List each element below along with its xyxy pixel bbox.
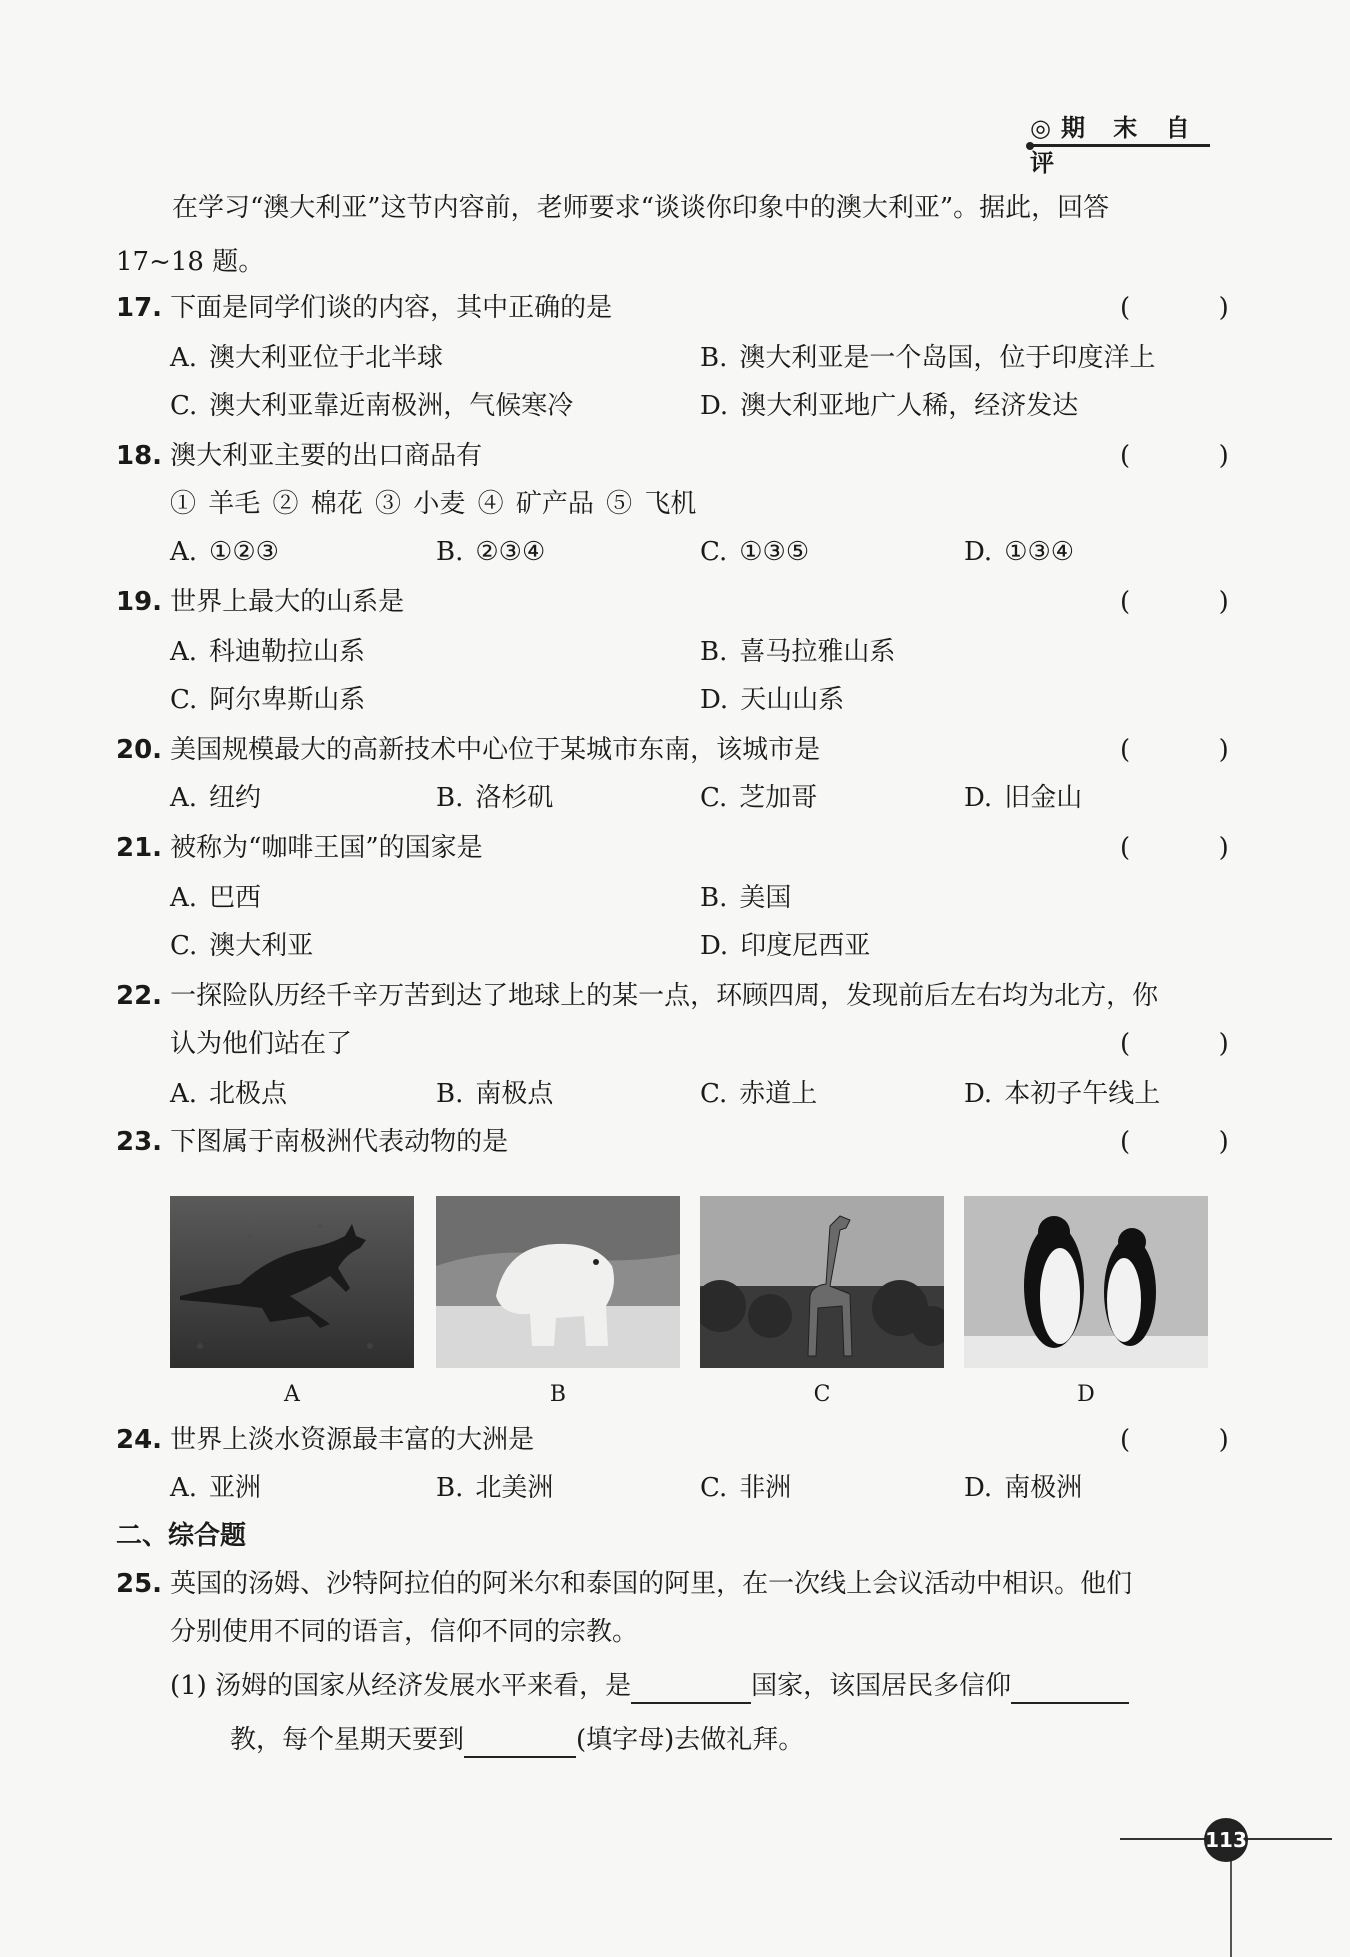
question-21 [116, 830, 483, 866]
q21-option-b[interactable]: B. 美国 [700, 883, 792, 913]
q19-option-c[interactable]: C. 阿尔卑斯山系 [170, 685, 366, 715]
answer-blank-2[interactable] [1011, 1672, 1129, 1704]
page-number-vertical-rule [1230, 1850, 1232, 1957]
question-text: 澳大利亚主要的出口商品有 [170, 441, 483, 471]
question-text: 下面是同学们谈的内容，其中正确的是 [170, 293, 613, 323]
q19-option-b[interactable]: B. 喜马拉雅山系 [700, 637, 896, 667]
question-number: 23. [116, 1127, 163, 1157]
answer-paren: ( ) [1120, 441, 1229, 471]
q20-option-c[interactable]: C. 芝加哥 [700, 783, 818, 813]
q22-option-c[interactable]: C. 赤道上 [700, 1079, 818, 1109]
q20-option-d[interactable]: D. 旧金山 [964, 783, 1083, 813]
page-header [1030, 104, 1210, 177]
q20-option-b[interactable]: B. 洛杉矶 [436, 783, 554, 813]
q18-option-b[interactable]: B. ②③④ [436, 537, 546, 567]
question-number: 24. [116, 1425, 163, 1455]
q20-option-a[interactable]: A. 纽约 [170, 783, 262, 813]
question-text: 下图属于南极洲代表动物的是 [170, 1127, 509, 1157]
question-19 [116, 584, 404, 620]
q22-option-a[interactable]: A. 北极点 [170, 1079, 288, 1109]
page-number: 113 [1204, 1818, 1248, 1862]
question-17 [116, 290, 612, 326]
question-text: 世界上淡水资源最丰富的大洲是 [170, 1425, 535, 1455]
question-text: 一探险队历经千辛万苦到达了地球上的某一点，环顾四周，发现前后左右均为北方，你 [170, 981, 1159, 1011]
answer-paren: ( ) [1120, 1029, 1229, 1059]
q19-option-d[interactable]: D. 天山山系 [700, 685, 845, 715]
header-dot-icon [1026, 142, 1034, 150]
photo-label-c: C [813, 1382, 831, 1407]
header-title: ◎期 末 自 评 [1030, 114, 1200, 177]
question-24 [116, 1422, 534, 1458]
question-number: 22. [116, 981, 163, 1011]
q17-option-d[interactable]: D. 澳大利亚地广人稀，经济发达 [700, 391, 1079, 421]
photo-label-d: D [1077, 1382, 1095, 1407]
answer-paren: ( ) [1120, 293, 1229, 323]
answer-paren: ( ) [1120, 587, 1229, 617]
q18-items: ① 羊毛 ② 棉花 ③ 小麦 ④ 矿产品 ⑤ 飞机 [170, 489, 697, 519]
question-text: 世界上最大的山系是 [170, 587, 405, 617]
photo-label-b: B [549, 1382, 567, 1407]
answer-paren: ( ) [1120, 833, 1229, 863]
q18-option-d[interactable]: D. ①③④ [964, 537, 1075, 567]
question-25-sub1-line-1: (1) 汤姆的国家从经济发展水平来看，是 国家，该国居民多信仰 [170, 1668, 1129, 1704]
question-number: 18. [116, 441, 163, 471]
intro-line-1: 在学习“澳大利亚”这节内容前，老师要求“谈谈你印象中的澳大利亚”。据此，回答 [172, 193, 1110, 223]
q18-option-c[interactable]: C. ①③⑤ [700, 537, 810, 567]
question-number: 20. [116, 735, 163, 765]
photo-b-polar-bear-image[interactable] [436, 1196, 680, 1368]
question-number: 17. [116, 293, 163, 323]
q22-option-d[interactable]: D. 本初子午线上 [964, 1079, 1161, 1109]
question-20 [116, 732, 820, 768]
question-text: 被称为“咖啡王国”的国家是 [170, 833, 483, 863]
question-text: 美国规模最大的高新技术中心位于某城市东南，该城市是 [170, 735, 821, 765]
question-22 [116, 978, 1158, 1014]
photo-d-penguins-image[interactable] [964, 1196, 1208, 1368]
question-number: 19. [116, 587, 163, 617]
question-25-sub1-line-2: 教，每个星期天要到 (填字母)去做礼拜。 [230, 1722, 804, 1758]
q24-option-b[interactable]: B. 北美洲 [436, 1473, 554, 1503]
q17-option-b[interactable]: B. 澳大利亚是一个岛国，位于印度洋上 [700, 343, 1156, 373]
photo-c-giraffe-image[interactable] [700, 1196, 944, 1368]
q21-option-d[interactable]: D. 印度尼西亚 [700, 931, 871, 961]
q24-option-c[interactable]: C. 非洲 [700, 1473, 792, 1503]
photo-label-a: A [284, 1382, 300, 1407]
section-heading: 二、综合题 [116, 1521, 247, 1551]
answer-blank-1[interactable] [631, 1672, 751, 1704]
intro-line-2: 17~18 题。 [116, 247, 265, 277]
answer-paren: ( ) [1120, 1127, 1229, 1157]
answer-paren: ( ) [1120, 735, 1229, 765]
answer-paren: ( ) [1120, 1425, 1229, 1455]
question-18 [116, 438, 482, 474]
q17-option-a[interactable]: A. 澳大利亚位于北半球 [170, 343, 444, 373]
q21-option-a[interactable]: A. 巴西 [170, 883, 262, 913]
q19-option-a[interactable]: A. 科迪勒拉山系 [170, 637, 366, 667]
q24-option-d[interactable]: D. 南极洲 [964, 1473, 1083, 1503]
question-25 [116, 1566, 1132, 1602]
q24-option-a[interactable]: A. 亚洲 [170, 1473, 262, 1503]
q18-option-a[interactable]: A. ①②③ [170, 537, 279, 567]
q22-option-b[interactable]: B. 南极点 [436, 1079, 554, 1109]
question-number: 25. [116, 1569, 163, 1599]
photo-a-kangaroo-image[interactable] [170, 1196, 414, 1368]
q21-option-c[interactable]: C. 澳大利亚 [170, 931, 314, 961]
q17-option-c[interactable]: C. 澳大利亚靠近南极洲，气候寒冷 [170, 391, 574, 421]
question-23 [116, 1124, 508, 1160]
question-22-line-2: 认为他们站在了 [170, 1029, 353, 1059]
question-number: 21. [116, 833, 163, 863]
answer-blank-3[interactable] [464, 1726, 576, 1758]
question-25-line-2: 分别使用不同的语言，信仰不同的宗教。 [170, 1617, 639, 1647]
question-text: 英国的汤姆、沙特阿拉伯的阿米尔和泰国的阿里，在一次线上会议活动中相识。他们 [170, 1569, 1133, 1599]
